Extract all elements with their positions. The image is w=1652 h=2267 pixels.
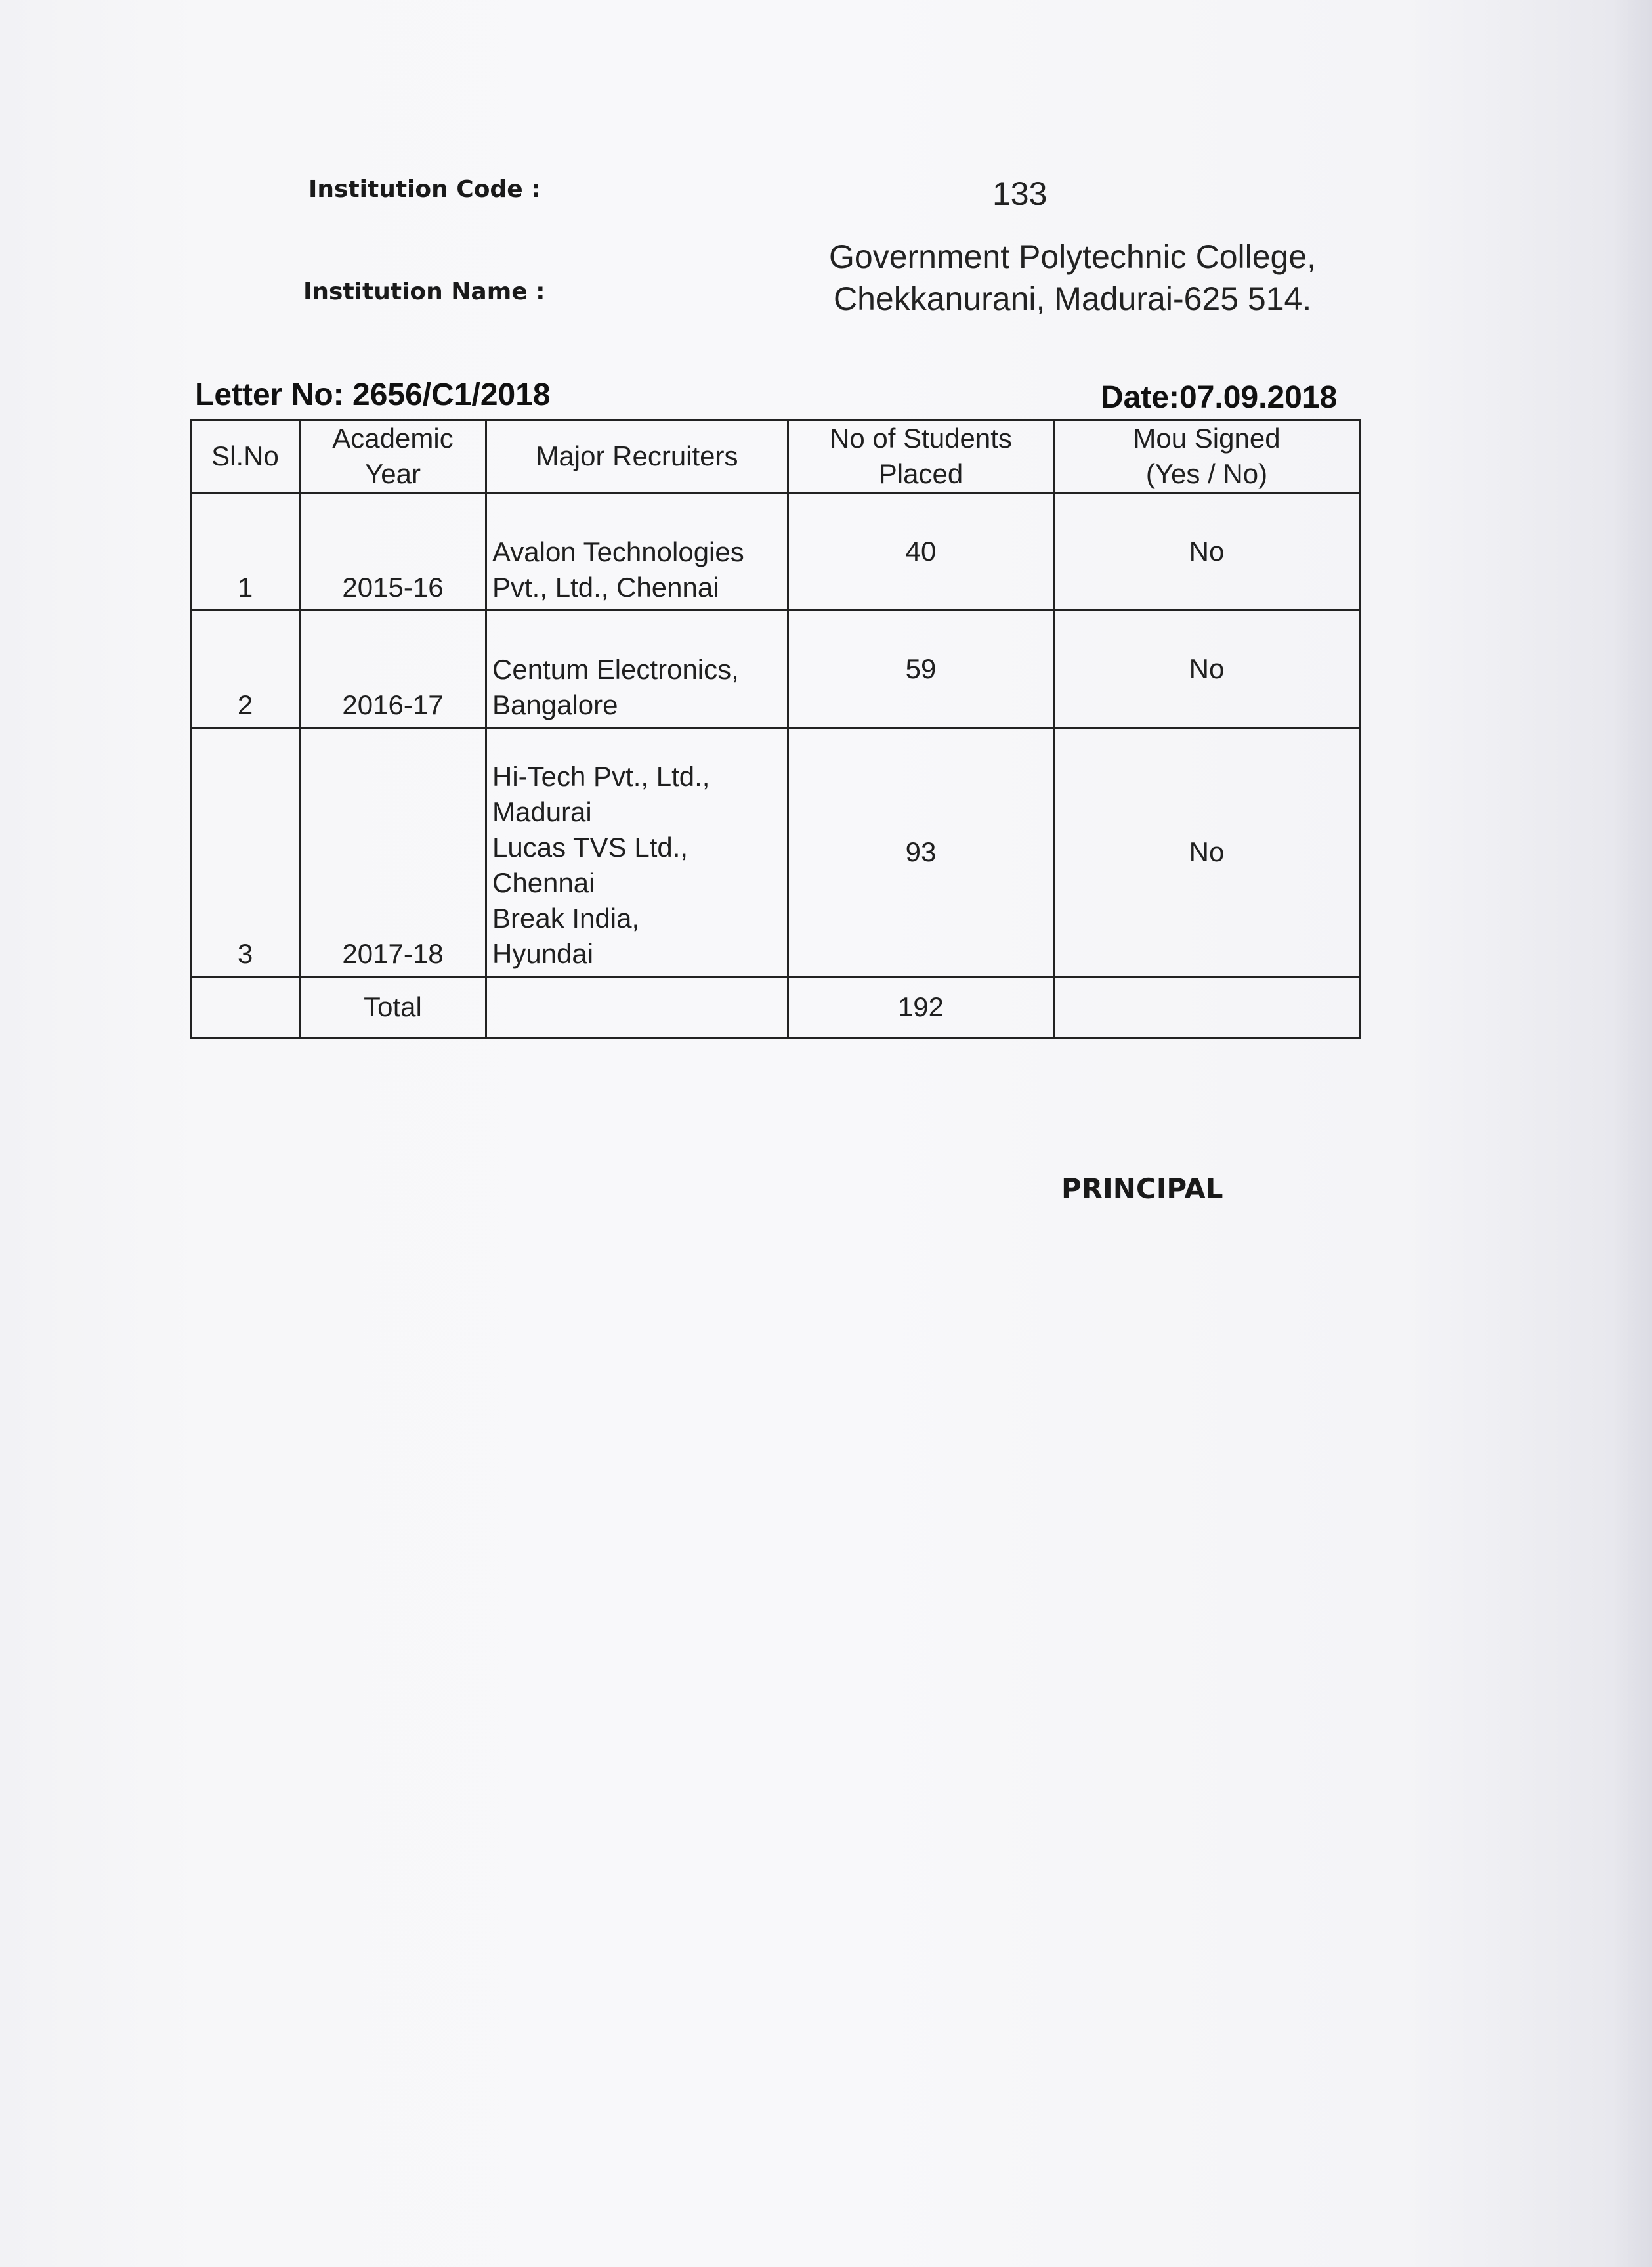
total-label: Total	[300, 977, 486, 1038]
row-students-placed: 59	[788, 611, 1054, 728]
recruiter-line: Pvt., Ltd., Chennai	[492, 572, 719, 603]
recruiter-line: Avalon Technologies	[492, 536, 744, 567]
recruiter-line: Break India,	[492, 903, 640, 934]
institution-code-value: 133	[992, 175, 1048, 212]
placement-table	[190, 419, 1361, 1039]
institution-name-line1: Government Polytechnic College,	[829, 238, 1317, 275]
table-row	[191, 493, 1360, 611]
recruiter-line: Chennai	[492, 867, 595, 898]
header-academic-year	[300, 420, 486, 493]
row-mou-signed: No	[1054, 611, 1360, 728]
row-sl-no: 1	[191, 493, 300, 611]
page-edge-shadow	[1613, 0, 1652, 2267]
total-empty-cell	[486, 977, 788, 1038]
header-academic-year-line1: Academic	[332, 423, 454, 454]
row-students-placed: 40	[788, 493, 1054, 611]
header-mou-line2: (Yes / No)	[1145, 458, 1268, 489]
row-sl-no: 2	[191, 611, 300, 728]
total-empty-cell	[1054, 977, 1360, 1038]
institution-code-label: Institution Code :	[308, 176, 541, 203]
header-students-line1: No of Students	[830, 423, 1012, 454]
row-mou-signed: No	[1054, 493, 1360, 611]
row-mou-signed: No	[1054, 728, 1360, 977]
table-row	[191, 728, 1360, 977]
header-mou-signed	[1054, 420, 1360, 493]
total-value: 192	[788, 977, 1054, 1038]
header-students-placed	[788, 420, 1054, 493]
header-students-line2: Placed	[878, 458, 964, 489]
recruiter-line: Hi-Tech Pvt., Ltd.,	[492, 761, 710, 792]
header-major-recruiters: Major Recruiters	[486, 420, 788, 493]
recruiter-line: Centum Electronics,	[492, 654, 739, 685]
row-recruiters	[486, 493, 788, 611]
row-academic-year: 2017-18	[300, 728, 486, 977]
institution-name-label: Institution Name :	[303, 278, 545, 305]
table-total-row	[191, 977, 1360, 1038]
total-empty-cell	[191, 977, 300, 1038]
recruiter-line: Hyundai	[492, 938, 594, 969]
row-sl-no: 3	[191, 728, 300, 977]
row-academic-year: 2015-16	[300, 493, 486, 611]
institution-name-line2: Chekkanurani, Madurai-625 514.	[834, 280, 1312, 317]
row-students-placed: 93	[788, 728, 1054, 977]
recruiter-line: Madurai	[492, 796, 592, 827]
principal-signature: PRINCIPAL	[1061, 1173, 1223, 1205]
row-academic-year: 2016-17	[300, 611, 486, 728]
table-row	[191, 611, 1360, 728]
letter-number: Letter No: 2656/C1/2018	[195, 378, 551, 412]
recruiter-line: Lucas TVS Ltd.,	[492, 832, 688, 863]
header-mou-line1: Mou Signed	[1133, 423, 1281, 454]
header-sl-no: Sl.No	[191, 420, 300, 493]
row-recruiters	[486, 611, 788, 728]
table-header-row	[191, 420, 1360, 493]
header-academic-year-line2: Year	[365, 458, 421, 489]
letter-date: Date:07.09.2018	[1101, 380, 1338, 415]
row-recruiters	[486, 728, 788, 977]
recruiter-line: Bangalore	[492, 689, 618, 720]
